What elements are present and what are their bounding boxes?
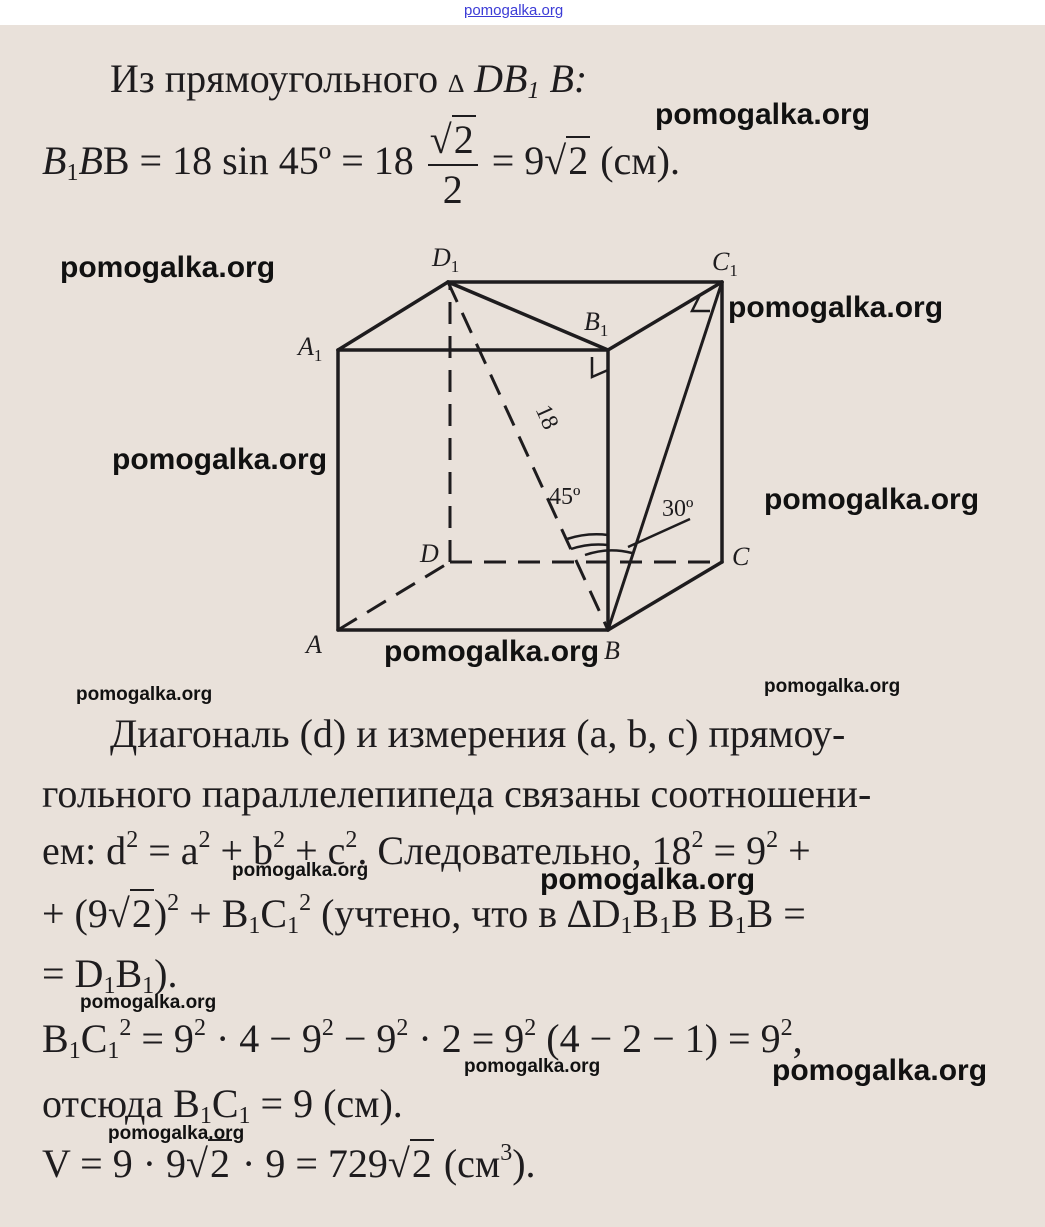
text-line-7: = $D_1B_1$). xyxy=(42,951,178,999)
label-C: C xyxy=(732,542,750,571)
text-line-2: $B_1BB = 18$ sin 45º = 18 $\frac{√2}{2}$ = 9√2 (см). xyxy=(42,117,680,212)
text-line-6: + $(9√2)^2 + B_1C_1^2$ (учтено, что в $\Delta D_1B_1B$ $B_1B$ = xyxy=(42,890,806,939)
label-angle-30: 30º xyxy=(662,496,694,522)
watermark: pomogalka.org xyxy=(764,483,980,516)
fraction-sqrt2-over-2: $\frac{√2}{2}$ xyxy=(428,120,478,210)
label-B1: $B_1$ xyxy=(584,307,609,340)
watermark: pomogalka.org xyxy=(80,992,217,1013)
watermark: pomogalka.org xyxy=(464,1056,601,1077)
label-angle-45: 45º xyxy=(549,484,581,510)
text-line-5: ем: $d^2 = a^2 + b^2 + c^2$. Следовательно, $18^2 = 9^2$ + xyxy=(42,827,811,873)
watermark: pomogalka.org xyxy=(540,863,756,896)
label-B: B xyxy=(604,636,620,665)
label-D: D xyxy=(420,539,439,568)
watermark: pomogalka.org xyxy=(60,251,276,284)
parallelepiped-figure xyxy=(0,25,1045,1227)
label-A: A xyxy=(306,630,322,659)
watermark: pomogalka.org xyxy=(232,860,369,881)
watermark: pomogalka.org xyxy=(655,98,871,131)
right-angle-mark-B1 xyxy=(592,357,608,377)
text-line-3: Диагональ (d) и измерения (a, b, c) прямоу- xyxy=(110,711,846,756)
watermark: pomogalka.org xyxy=(108,1123,245,1144)
angle-arc-45-a xyxy=(571,544,608,549)
label-edge-length: 18 xyxy=(529,400,564,434)
label-A1: $A_1$ xyxy=(298,332,323,365)
watermark: pomogalka.org xyxy=(728,291,944,324)
scanned-page xyxy=(0,25,1045,1227)
hidden-edge-A-D xyxy=(338,562,450,630)
segment-C1-B xyxy=(608,282,722,630)
label-C1: $C_1$ xyxy=(712,247,738,280)
text-line-8: $B_1C_1^2 = 9^2 \cdot 4 - 9^2 - 9^2 \cdot 2 = 9^2$ $(4 - 2 - 1) = 9^2$, xyxy=(42,1015,803,1064)
edge-A1-D1 xyxy=(338,282,448,350)
angle-30-pointer xyxy=(628,519,690,547)
watermark: pomogalka.org xyxy=(112,443,328,476)
edge-B1-C1 xyxy=(608,282,722,350)
text-line-1: Из прямоугольного ∆ $DB_1$ B: xyxy=(110,56,588,104)
site-link[interactable]: pomogalka.org xyxy=(464,2,564,19)
watermark: pomogalka.org xyxy=(772,1054,988,1087)
angle-arc-45-b xyxy=(567,534,608,539)
text-line-9: отсюда $B_1C_1 = 9$ (см). xyxy=(42,1081,403,1129)
edge-B-C xyxy=(608,562,722,630)
watermark: pomogalka.org xyxy=(764,676,901,697)
text-line-10: V = 9 · 9√2 · 9 = 729√2 $(см^3)$. xyxy=(42,1140,536,1186)
label-D1: $D_1$ xyxy=(432,243,460,276)
text-line-4: гольного параллелепипеда связаны соотношени- xyxy=(42,771,872,816)
watermark: pomogalka.org xyxy=(76,684,213,705)
watermark: pomogalka.org xyxy=(384,635,600,668)
